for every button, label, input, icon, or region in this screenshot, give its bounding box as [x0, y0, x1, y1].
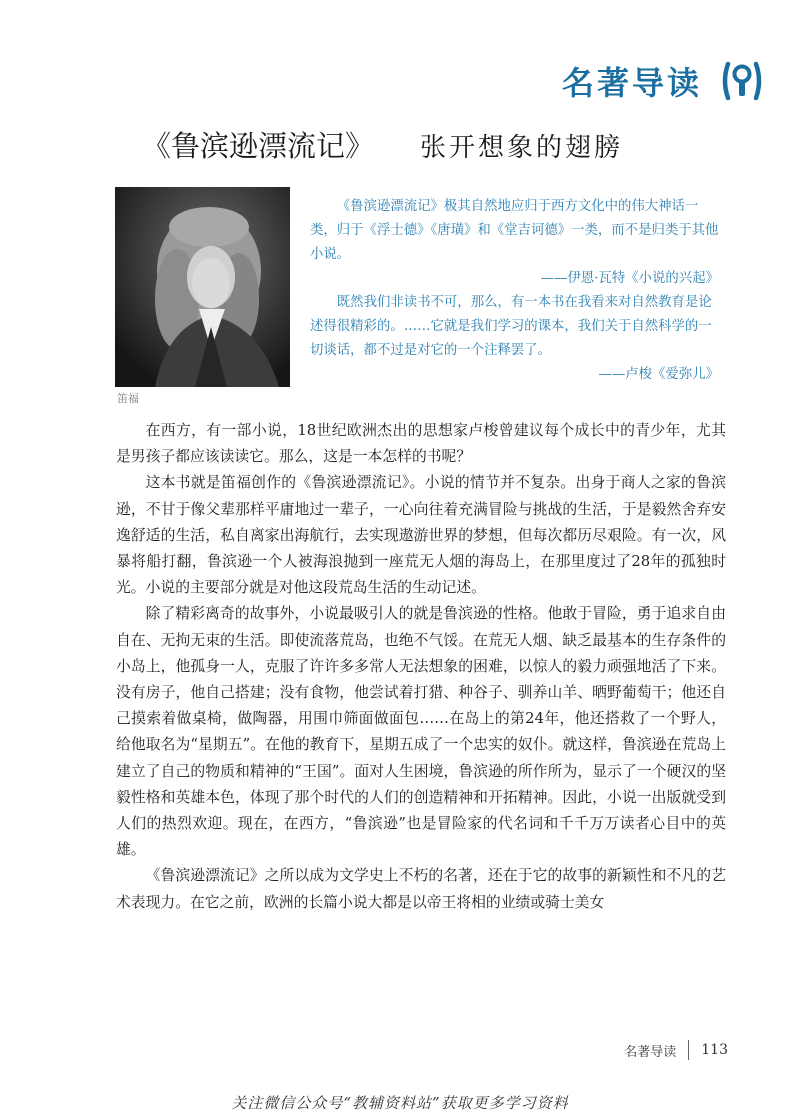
section-title: 名著导读 [561, 64, 702, 102]
body-paragraph: 这本书就是笛福创作的《鲁滨逊漂流记》。小说的情节并不复杂。出身于商人之家的鲁滨逊，不甘于像父辈那样平庸地过一辈子，一心向往着充满冒险与挑战的生活，于是毅然舍弃安逸舒适的生活，私自离家出海航行，去实现遨游世界的梦想，但每次都历尽艰险。有一次，风暴将船打翻，鲁滨逊一个人被海浪抛到一座荒无人烟的海岛上，在那里度过了28年的孤独时光。小说的主要部分就是对他这段荒岛生活的生动记述。 [116, 474, 726, 597]
footer-divider [688, 1040, 689, 1060]
watermark-text: 关注微信公众号“教辅资料站”获取更多学习资料 [231, 1094, 569, 1112]
article-subtitle: 张开想象的翅膀 [420, 133, 624, 163]
quote-text: 《鲁滨逊漂流记》极其自然地应归于西方文化中的伟大神话一类，归于《浮士德》《唐璜》和《堂吉诃德》一类，而不是归类于其他小说。 [310, 199, 719, 262]
footer-section: 名著导读 [624, 1044, 677, 1060]
quote-source: ——卢梭《爱弥儿》 [598, 367, 719, 382]
portrait-caption: 笛福 [117, 392, 139, 405]
book-title: 《鲁滨逊漂流记》 [142, 129, 375, 163]
page-number: 113 [701, 1042, 728, 1058]
page-footer [624, 1040, 728, 1060]
quote-source: ——伊恩·瓦特《小说的兴起》 [540, 271, 719, 286]
quote-text: 既然我们非读书不可，那么，有一本书在我看来对自然教育是论述得很精彩的。……它就是我们学习的课本，我们关于自然科学的一切谈话，都不过是对它的一个注释罢了。 [310, 295, 712, 358]
author-portrait [115, 187, 290, 387]
epigraph-quotes [310, 195, 725, 387]
article-body [116, 418, 726, 916]
article-title [142, 124, 623, 165]
section-header [562, 58, 764, 104]
reading-guide-icon [720, 60, 764, 102]
body-paragraph: 除了精彩离奇的故事外，小说最吸引人的就是鲁滨逊的性格。他敢于冒险，勇于追求自由自在、无拘无束的生活。即使流落荒岛，也绝不气馁。在荒无人烟、缺乏最基本的生存条件的小岛上，他孤身一人，克服了许许多多常人无法想象的困难，以惊人的毅力顽强地活了下来。没有房子，他自己搭建；没有食物，他尝试着打猎、种谷子、驯养山羊、晒野葡萄干；他还自己摸索着做桌椅，做陶器，用围巾筛面做面包……在岛上的第24年，他还搭救了一个野人，给他取名为“星期五”。在他的教育下，星期五成了一个忠实的奴仆。就这样，鲁滨逊在荒岛上建立了自己的物质和精神的“王国”。面对人生困境，鲁滨逊的所作所为，显示了一个硬汉的坚毅性格和英雄本色，体现了那个时代的人们的创造精神和开拓精神。因此，小说一出版就受到人们的热烈欢迎。现在，在西方，“鲁滨逊”也是冒险家的代名词和千千万万读者心目中的英雄。 [116, 605, 726, 859]
portrait-engraving [115, 187, 290, 387]
body-paragraph: 《鲁滨逊漂流记》之所以成为文学史上不朽的名著，还在于它的故事的新颖性和不凡的艺术表现力。在它之前，欧洲的长篇小说大都是以帝王将相的业绩或骑士美女 [116, 867, 726, 911]
body-paragraph: 在西方，有一部小说，18世纪欧洲杰出的思想家卢梭曾建议每个成长中的青少年，尤其是男孩子都应该读读它。那么，这是一本怎样的书呢？ [116, 422, 726, 466]
